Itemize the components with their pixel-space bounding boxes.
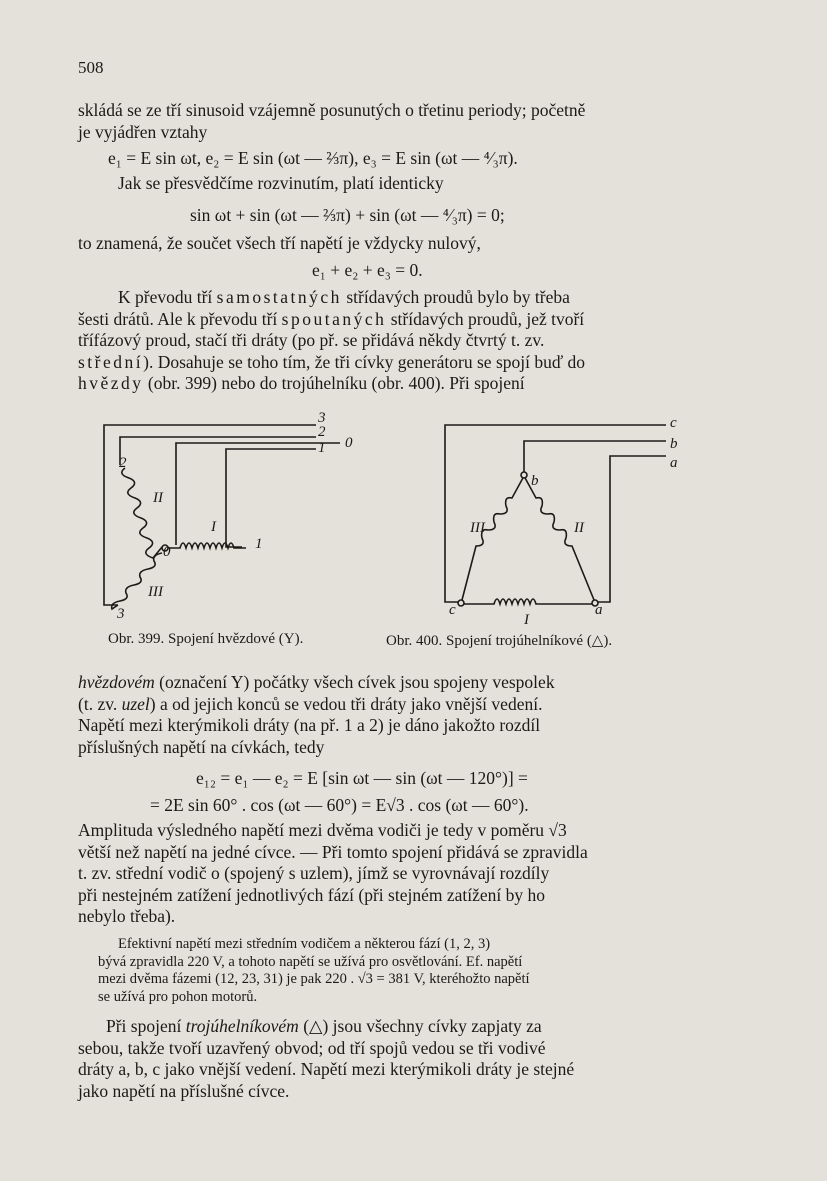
paragraph-star (78, 672, 712, 758)
coil-I (168, 543, 246, 548)
text-span: (△) jsou všechny cívky zapjaty za (298, 1016, 542, 1036)
fig400-caption: Obr. 400. Spojení trojúhelníkové (△). (386, 633, 613, 649)
spaced-emphasis: samostatných (216, 287, 342, 307)
coil-II (122, 468, 162, 558)
wire-1 (226, 449, 316, 547)
text-line: t. zv. střední vodič o (spojený s uzlem), jímž se vyrovnávají rozdíly (78, 863, 550, 884)
node-c (458, 600, 464, 606)
text-line: mezi dvěma fázemi (12, 23, 31) je pak 220 . √3 = 381 V, kteréhožto napětí (98, 971, 530, 987)
text-line: sebou, takže tvoří uzavřený obvod; od tří spojů vedou se tři vodivé (78, 1037, 546, 1058)
label-1: 1 (318, 440, 326, 456)
text-line: příslušných napětí na cívkách, tedy (78, 736, 325, 757)
coil-I-delta (462, 599, 594, 604)
spaced-emphasis: střední (78, 351, 144, 372)
coil-II-delta (524, 476, 594, 600)
label-II-delta: II (574, 520, 584, 536)
equation-e12-result: = 2E sin 60° . cos (ωt — 60°) = E√3 . cos (ωt — 60°). (150, 795, 529, 815)
paragraph-delta (78, 1016, 712, 1102)
text-span: K převodu tří (118, 287, 217, 307)
text-span: (t. zv. (78, 693, 122, 714)
label-3-coil: 3 (117, 606, 125, 622)
text-span: střídavých proudů bylo by třeba (341, 287, 570, 307)
text-span: (obr. 399) nebo do trojúhelníku (obr. 400). Při spojení (143, 373, 525, 394)
label-I: I (211, 519, 216, 535)
label-III-delta: III (470, 520, 485, 536)
page-number: 508 (78, 58, 104, 77)
text-span: střídavých proudů, jež tvoří (386, 308, 585, 329)
text-line: Amplituda výsledného napětí mezi dvěma vodiči je tedy v poměru √3 (78, 820, 567, 840)
text-line: dráty a, b, c jako vnější vedení. Napětí mezi kterýmikoli dráty je stejné (78, 1059, 575, 1080)
label-a: a (670, 455, 678, 471)
text-line: větší než napětí na jedné cívce. — Při tomto spojení přidává se zpravidla (78, 841, 588, 862)
label-c-node: c (449, 602, 456, 618)
text-span: šesti drátů. Ale k převodu tří (78, 308, 282, 329)
wire-b (524, 441, 666, 473)
label-II: II (153, 490, 163, 506)
label-I-delta: I (524, 612, 529, 628)
equation-sum: e₁ + e₂ + e₃ = 0. (312, 260, 423, 280)
coil-III (112, 553, 162, 609)
wire-c (445, 425, 666, 602)
label-0: 0 (345, 435, 353, 451)
wire-0 (176, 443, 340, 545)
fig400-drawing (445, 425, 666, 606)
label-1-coil: 1 (255, 536, 263, 552)
equation-e12: e₁₂ = e₁ — e₂ = E [sin ωt — sin (ωt — 120°)] = (196, 768, 528, 788)
text-span: ) a od jejich konců se vedou tři dráty jako vnější vedení. (149, 693, 543, 714)
fig399-drawing (104, 425, 340, 609)
italic-term: trojúhelníkovém (185, 1016, 299, 1036)
text-line: Jak se přesvědčíme rozvinutím, platí identicky (118, 173, 444, 193)
text-line: skládá se ze tří sinusoid vzájemně posunutých o třetinu periody; početně (78, 100, 586, 120)
italic-term: hvězdovém (78, 672, 155, 692)
label-b-node: b (531, 473, 539, 489)
label-0-node: 0 (163, 544, 171, 560)
text-line: bývá zpravidla 220 V, a tohoto napětí se užívá pro osvětlování. Ef. napětí (98, 953, 523, 970)
fig399-caption: Obr. 399. Spojení hvězdové (Y). (108, 631, 304, 647)
label-3: 3 (318, 410, 326, 426)
text-line: se užívá pro pohon motorů. (98, 988, 258, 1005)
equation-phases: e₁ = E sin ωt, e₂ = E sin (ωt — ⅔π), e₃ = E sin (ωt — ⁴⁄₃π). (108, 148, 518, 168)
text-span: ). Dosahuje se toho tím, že tři cívky generátoru se spojí buď do (143, 351, 586, 372)
paragraph-effective-voltage (98, 936, 712, 1006)
text-span: Při spojení (106, 1016, 186, 1036)
text-span: třífázový proud, stačí tři dráty (po př. se přidává někdy čtvrtý t. zv. (78, 330, 545, 351)
equation-identity: sin ωt + sin (ωt — ⅔π) + sin (ωt — ⁴⁄₃π) = 0; (190, 205, 505, 225)
spaced-emphasis: hvězdy (78, 373, 144, 394)
wire-a (597, 456, 666, 602)
label-III: III (148, 584, 163, 600)
text-line: Efektivní napětí mezi středním vodičem a některou fází (1, 2, 3) (118, 936, 491, 952)
text-line: Napětí mezi kterýmikoli dráty (na př. 1 a 2) je dáno jakožto rozdíl (78, 715, 541, 736)
label-2: 2 (318, 424, 326, 440)
label-a-node: a (595, 602, 603, 618)
label-b: b (670, 436, 678, 452)
paragraph-amplitude (78, 820, 712, 928)
node-b (521, 472, 527, 478)
text-line: to znamená, že součet všech tří napětí je vždycky nulový, (78, 233, 481, 253)
text-line: nebylo třeba). (78, 906, 176, 927)
italic-term: uzel (121, 693, 150, 714)
label-c: c (670, 415, 677, 431)
label-2-coil: 2 (119, 455, 127, 471)
text-line: je vyjádřen vztahy (78, 121, 208, 142)
text-span: (označení Y) počátky všech cívek jsou spojeny vespolek (154, 672, 555, 692)
coil-III-delta (462, 476, 524, 600)
spaced-emphasis: spoutaných (281, 308, 387, 329)
text-line: jako napětí na příslušné cívce. (78, 1080, 290, 1101)
text-line: při nestejném zatížení jednotlivých fází (při stejném zatížení by ho (78, 884, 545, 905)
wire-2 (120, 437, 316, 465)
